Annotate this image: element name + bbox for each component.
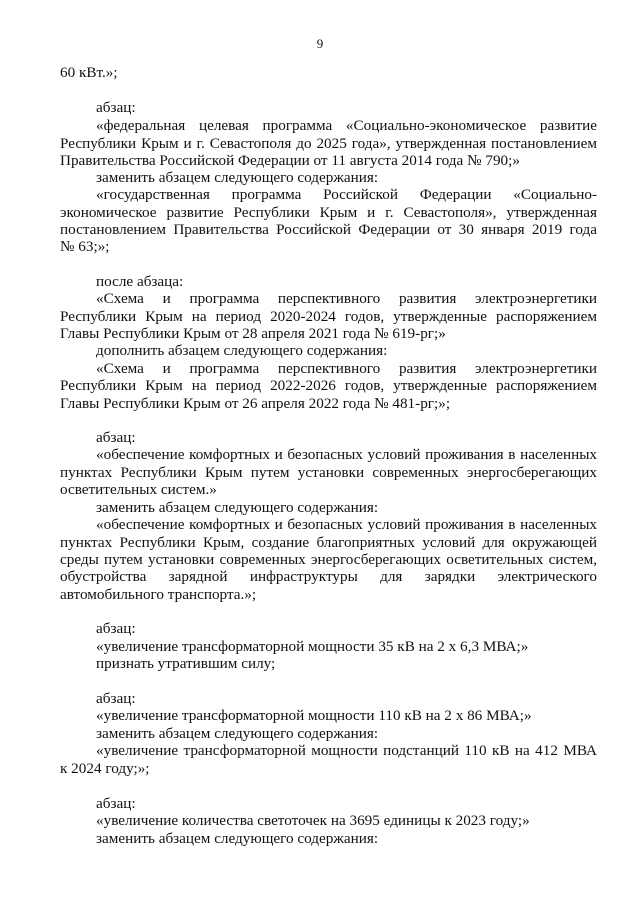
text-line: «увеличение количества светоточек на 3695 единицы к 2023 году;» bbox=[96, 812, 530, 829]
text-line: «Схема и программа перспективного развития электроэнергетики bbox=[96, 290, 597, 307]
text-line: пунктах Республики Крым, создание благоприятных условий для окружающей bbox=[60, 534, 597, 551]
text-line: к 2024 году;»; bbox=[60, 760, 150, 777]
paragraph-label: абзац: bbox=[96, 795, 136, 812]
instruction-line: заменить абзацем следующего содержания: bbox=[96, 830, 379, 847]
paragraph-label: абзац: bbox=[96, 620, 136, 637]
text-line: Республики Крым и г. Севастополя до 2025 года», утвержденная постановлением bbox=[60, 135, 597, 152]
text-line: постановлением Правительства Российской Федерации от 30 января 2019 года bbox=[60, 221, 597, 238]
text-line: Главы Республики Крым от 26 апреля 2022 года № 481-рг;»; bbox=[60, 395, 451, 412]
text-line: Правительства Российской Федерации от 11 августа 2014 года № 790;» bbox=[60, 152, 520, 169]
instruction-line: дополнить абзацем следующего содержания: bbox=[96, 342, 388, 359]
instruction-line: заменить абзацем следующего содержания: bbox=[96, 499, 379, 516]
text-line: «обеспечение комфортных и безопасных условий проживания в населенных bbox=[96, 516, 597, 533]
text-line: «увеличение трансформаторной мощности 110 кВ на 2 х 86 МВА;» bbox=[96, 707, 532, 724]
text-line: Республики Крым на период 2022-2026 годов, утвержденные распоряжением bbox=[60, 377, 597, 394]
text-line: экономическое развитие Республики Крым и г. Севастополя», утвержденная bbox=[60, 204, 597, 221]
text-line: «государственная программа Российской Федерации «Социально- bbox=[96, 186, 597, 203]
text-line: «федеральная целевая программа «Социально-экономическое развитие bbox=[96, 117, 597, 134]
page-number: 9 bbox=[316, 36, 324, 51]
text-line: пунктах Республики Крым путем установки современных энергосберегающих bbox=[60, 464, 597, 481]
text-line: 60 кВт.»; bbox=[60, 64, 118, 81]
paragraph-label: абзац: bbox=[96, 429, 136, 446]
paragraph-label: абзац: bbox=[96, 690, 136, 707]
text-line: № 63;»; bbox=[60, 238, 110, 255]
text-line: осветительных систем.» bbox=[60, 481, 217, 498]
instruction-line: признать утратившим силу; bbox=[96, 655, 276, 672]
text-line: «увеличение трансформаторной мощности 35 кВ на 2 х 6,3 МВА;» bbox=[96, 638, 529, 655]
text-line: среды путем установки современных энергосберегающих осветительных систем, bbox=[60, 551, 597, 568]
text-line: автомобильного транспорта.»; bbox=[60, 586, 257, 603]
instruction-line: заменить абзацем следующего содержания: bbox=[96, 725, 379, 742]
text-line: «обеспечение комфортных и безопасных условий проживания в населенных bbox=[96, 446, 597, 463]
paragraph-label: абзац: bbox=[96, 99, 136, 116]
text-line: «увеличение трансформаторной мощности подстанций 110 кВ на 412 МВА bbox=[96, 742, 597, 759]
instruction-line: заменить абзацем следующего содержания: bbox=[96, 169, 379, 186]
text-line: обустройства зарядной инфраструктуры для зарядки электрического bbox=[60, 568, 597, 585]
text-line: Главы Республики Крым от 28 апреля 2021 года № 619-рг;» bbox=[60, 325, 446, 342]
paragraph-label: после абзаца: bbox=[96, 273, 184, 290]
text-line: Республики Крым на период 2020-2024 годов, утвержденные распоряжением bbox=[60, 308, 597, 325]
text-line: «Схема и программа перспективного развития электроэнергетики bbox=[96, 360, 597, 377]
